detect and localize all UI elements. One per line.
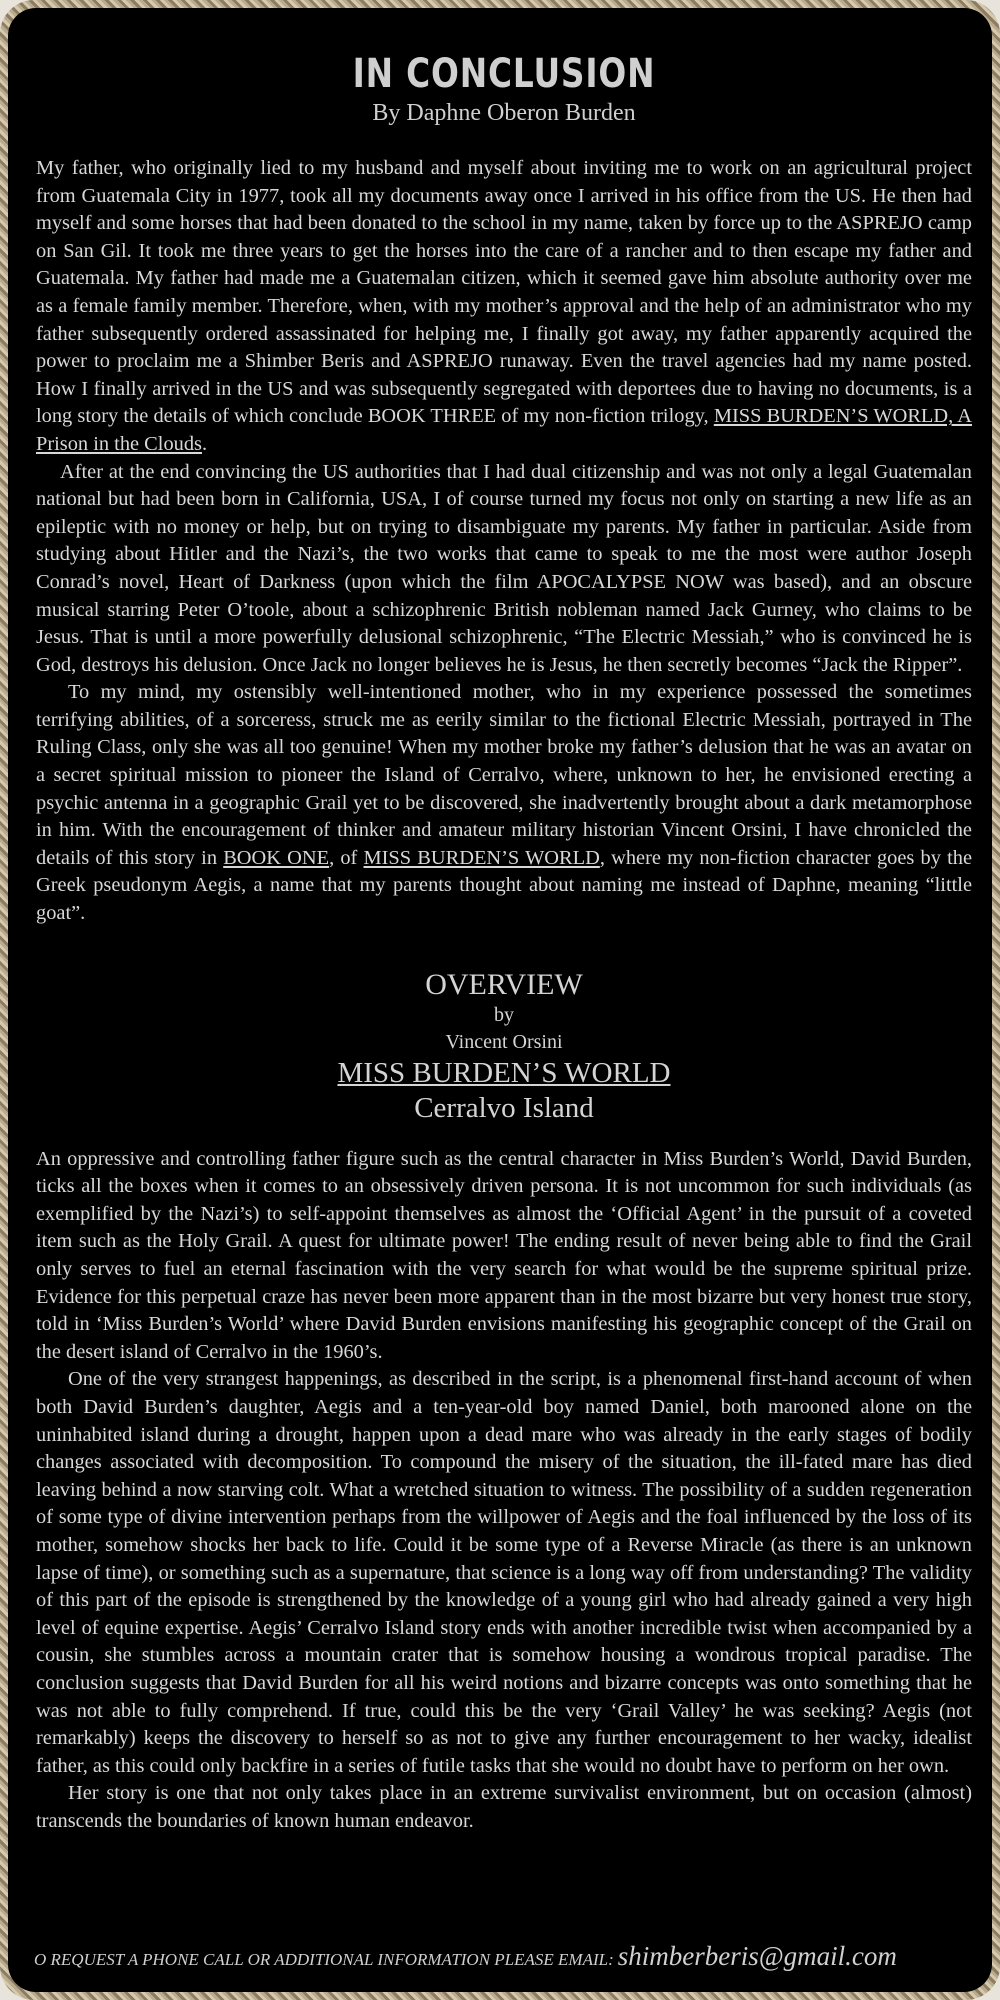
overview-subtitle: Cerralvo Island xyxy=(414,1091,594,1124)
overview-paragraph-2: One of the very strangest happenings, as described in the script, is a phenomenal first-hand account of when both David Burden’s daughter, Aegis and a ten-year-old boy named Daniel, both marooned alone on the uninhabited island during a drought, happen upon a dead mare who was already in the early stages of bodily changes associated with decomposition. To compound the misery of the situation, the ill-fated mare has died leaving behind a now starving colt. What a wretched situation to witness. The possibility of a sudden regeneration of some type of divine intervention perhaps from the willpower of Aegis and the foal influenced by the loss of its mother, somehow shocks her back to life. Could it be some type of a Reverse Miracle (as there is an unknown lapse of time), or something such as a supernature, that science is a long way off from understanding? The validity of this part of the episode is strengthened by the knowledge of a young girl who had already gained a very high level of equine expertise. Aegis’ Cerralvo Island story ends with another incredible twist when accompanied by a cousin, she stumbles across a mountain crater that is somehow housing a wondrous tropical paradise. The conclusion suggests that David Burden for all his weird notions and bizarre concepts was onto something that he was not able to fully comprehend. If true, could this be the very ‘Grail Valley’ he was seeking? Aegis (not remarkably) keeps the discovery to herself so as not to give any further encouragement to her wacky, idealist father, as this could only backfire in a series of futile tasks that she would no doubt have to perform on her own. xyxy=(36,1368,972,1777)
book-one-title: BOOK ONE xyxy=(223,846,330,869)
contact-footer xyxy=(34,1941,897,1972)
overview-book-title: MISS BURDEN’S WORLD xyxy=(337,1056,671,1089)
conclusion-paragraph-2: After at the end convincing the US authorities that I had dual citizenship and was not only a legal Guatemalan national but had been born in California, USA, I of course turned my focus not only on starting a new life as an epileptic with no money or help, but on trying to disambiguate my parents. My father in particular. Aside from studying about Hitler and the Nazi’s, the two works that came to speak to me the most were author Joseph Conrad’s novel, Heart of Darkness (upon which the film APOCALYPSE NOW was based), and an obscure musical starring Peter O’toole, about a schizophrenic British nobleman named Jack Gurney, who claims to be Jesus. That is until a more powerfully delusional schizophrenic, “The Electric Messiah,” who is convinced he is God, destroys his delusion. Once Jack no longer believes he is Jesus, he then secretly becomes “Jack the Ripper”. xyxy=(36,460,972,676)
book-title-link: MISS BURDEN’S WORLD, A Prison in the Clouds xyxy=(36,405,972,455)
paragraph-text: My father, who originally lied to my husband and myself about inviting me to work on an agricultural project from Guatemala City in 1977, took all my documents away once I arrived in his office from the US. He then had myself and some horses that had been donated to the school in my name, taken by force up to the ASPREJO camp on San Gil. It took me three years to get the horses into the care of a rancher and to then escape my father and Guatemala. My father had made me a Guatemalan citizen, which it seemed gave him absolute authority over me as a female family member. Therefore, when, with my mother’s approval and the help of an administrator who my father subsequently ordered assassinated for helping me, I finally got away, my father apparently acquired the power to proclaim me a Shimber Beris and ASPREJO runaway. Even the travel agencies had my name posted. How I finally arrived in the US and was subsequently segregated with deportees due to having no documents, is a long story the details of which conclude BOOK THREE of my non-fiction trilogy, xyxy=(36,157,972,428)
series-title: MISS BURDEN’S WORLD xyxy=(363,846,600,869)
contact-request-text: O REQUEST A PHONE CALL OR ADDITIONAL INFORMATION PLEASE EMAIL: xyxy=(34,1950,614,1969)
author-byline: By Daphne Oberon Burden xyxy=(372,100,636,126)
overview-author: Vincent Orsini xyxy=(445,1030,563,1053)
conclusion-paragraph-1 xyxy=(36,155,972,459)
paragraph-text: , of xyxy=(329,846,364,869)
paragraph-text: To my mind, my ostensibly well-intentioned mother, who in my experience possessed the sometimes terrifying abilities, of a sorceress, struck me as eerily similar to the fictional Electric Messiah, portrayed in The Ruling Class, only she was all too genuine! When my mother broke my father’s delusion that he was an avatar on a secret spiritual mission to pioneer the Island of Cerralvo, where, unknown to her, he envisioned erecting a psychic antenna in a geographic Grail yet to be discovered, she inadvertently brought about a dark metamorphose in him. With the encouragement of thinker and amateur military historian Vincent Orsini, I have chronicled the details of this story in xyxy=(36,681,972,869)
overview-heading: OVERVIEW xyxy=(425,967,583,1001)
page-title: IN CONCLUSION xyxy=(352,51,656,97)
overview-paragraph-3: Her story is one that not only takes place in an extreme survivalist environment, but on occasion (almost) transcends the boundaries of known human endeavor. xyxy=(36,1782,972,1832)
paragraph-text: . xyxy=(201,432,208,455)
overview-by: by xyxy=(494,1003,514,1026)
paragraph-text: , where my non-fiction character goes by the Greek pseudonym Aegis, a name that my parents thought about naming me instead of Daphne, meaning “little goat”. xyxy=(36,846,973,925)
contact-email-link[interactable]: shimberberis@gmail.com xyxy=(617,1941,897,1971)
content-panel xyxy=(8,8,992,1992)
conclusion-paragraph-3 xyxy=(36,679,972,927)
overview-paragraph-1: An oppressive and controlling father figure such as the central character in Miss Burden’s World, David Burden, ticks all the boxes when it comes to an obsessively driven persona. It is not uncommon for such individuals (as exemplified by the Nazi’s) to self-appoint themselves as almost the ‘Official Agent’ in the pursuit of a coveted item such as the Holy Grail. A quest for ultimate power! The ending result of never being able to find the Grail only serves to fuel an eternal fascination with the very search for what would be the supreme spiritual prize. Evidence for this perpetual craze has never been more apparent than in the most bizarre but very honest true story, told in ‘Miss Burden’s World’ where David Burden envisions manifesting his geographic concept of the Grail on the desert island of Cerralvo in the 1960’s. xyxy=(36,1147,972,1363)
